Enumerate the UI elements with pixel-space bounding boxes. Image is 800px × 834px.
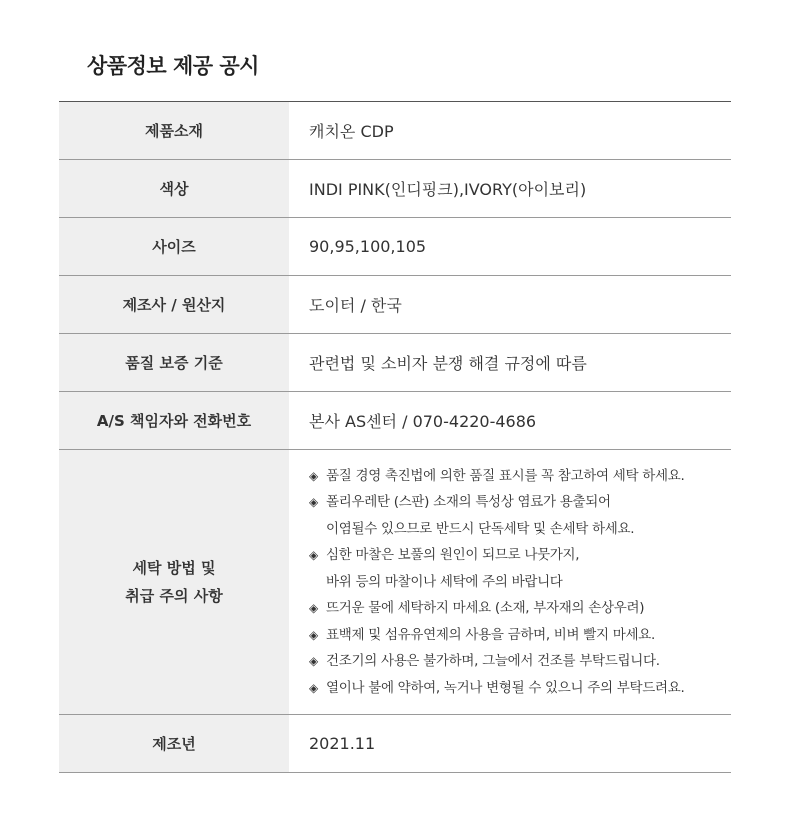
care-text: 건조기의 사용은 불가하며, 그늘에서 건조를 부탁드립니다. (326, 653, 660, 670)
page-title: 상품정보 제공 공시 (87, 54, 259, 78)
row-value: INDI PINK(인디핑크),IVORY(아이보리) (309, 180, 587, 199)
care-list (309, 463, 731, 702)
care-label-line-2: 취급 주의 사항 (125, 587, 223, 605)
care-label-line-1: 세탁 방법 및 (132, 559, 216, 577)
row-label-care (59, 450, 289, 715)
row-label: 제조년 (59, 715, 289, 773)
row-label: 색상 (59, 160, 289, 218)
row-value-care (289, 450, 731, 715)
row-value: 본사 AS센터 / 070-4220-4686 (309, 412, 537, 431)
table-row-material (59, 102, 731, 160)
table-row-quality-guarantee (59, 334, 731, 392)
care-item (309, 675, 731, 702)
row-value: 2021.11 (309, 734, 376, 753)
care-item (309, 489, 731, 542)
care-text: 품질 경영 촉진법에 의한 품질 표시를 꼭 참고하여 세탁 하세요. (326, 467, 685, 484)
care-text: 뜨거운 물에 세탁하지 마세요 (소재, 부자재의 손상우려) (326, 600, 645, 617)
care-text-continued: 바위 등의 마찰이나 세탁에 주의 바랍니다 (326, 573, 563, 590)
diamond-bullet-icon: ◈ (309, 468, 318, 483)
diamond-bullet-icon: ◈ (309, 495, 318, 510)
diamond-bullet-icon: ◈ (309, 680, 318, 695)
row-label: A/S 책임자와 전화번호 (59, 392, 289, 450)
row-label: 사이즈 (59, 218, 289, 276)
row-value: 90,95,100,105 (309, 237, 427, 256)
care-text-continued: 이염될수 있으므로 반드시 단독세탁 및 손세탁 하세요. (326, 520, 635, 537)
table-row-as-contact (59, 392, 731, 450)
row-value: 도이터 / 한국 (309, 296, 402, 315)
row-label: 제품소재 (59, 102, 289, 160)
row-label: 제조사 / 원산지 (59, 276, 289, 334)
table-row-manufacturer-origin (59, 276, 731, 334)
product-info-table (59, 101, 731, 773)
diamond-bullet-icon: ◈ (309, 548, 318, 563)
row-value: 관련법 및 소비자 분쟁 해결 규정에 따름 (309, 354, 587, 373)
care-text: 열이나 불에 약하여, 녹거나 변형될 수 있으니 주의 부탁드려요. (326, 679, 685, 696)
care-item (309, 648, 731, 675)
care-item (309, 463, 731, 490)
table-row-care-instructions (59, 450, 731, 715)
diamond-bullet-icon: ◈ (309, 601, 318, 616)
row-label: 품질 보증 기준 (59, 334, 289, 392)
care-text: 심한 마찰은 보풀의 원인이 되므로 나뭇가지, (326, 547, 580, 564)
care-item (309, 542, 731, 595)
table-row-size (59, 218, 731, 276)
care-item (309, 595, 731, 622)
table-row-color (59, 160, 731, 218)
row-value: 캐치온 CDP (309, 122, 394, 141)
table-row-manufacture-year (59, 715, 731, 773)
care-text: 표백제 및 섬유유연제의 사용을 금하며, 비벼 빨지 마세요. (326, 626, 655, 643)
diamond-bullet-icon: ◈ (309, 627, 318, 642)
care-item (309, 622, 731, 649)
diamond-bullet-icon: ◈ (309, 654, 318, 669)
care-text: 폴리우레탄 (스판) 소재의 특성상 염료가 용출되어 (326, 494, 611, 511)
